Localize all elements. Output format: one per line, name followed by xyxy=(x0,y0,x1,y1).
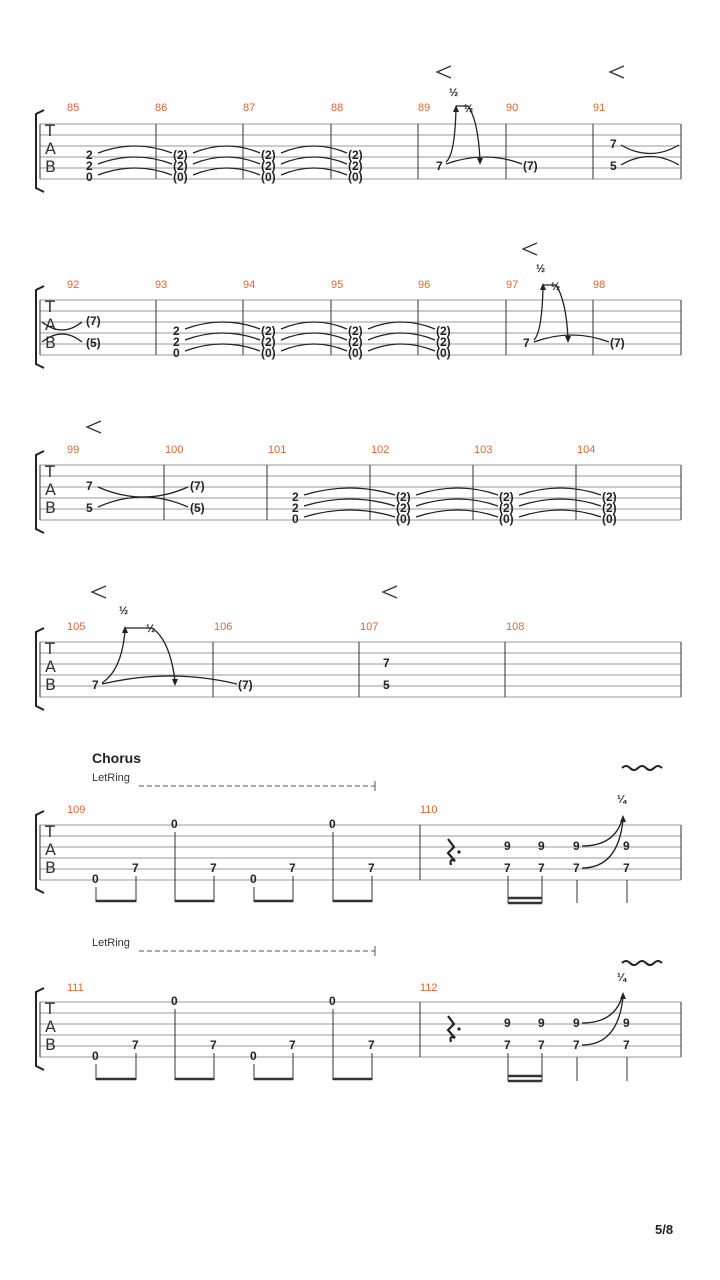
measure-number: 104 xyxy=(577,444,596,456)
fret-number: 7 xyxy=(383,656,390,670)
fret-number: (2) xyxy=(436,324,451,338)
fret-number: 0 xyxy=(329,994,336,1008)
fret-number: (2) xyxy=(173,159,188,173)
measure-number: 86 xyxy=(155,102,168,114)
tab-letter-a: A xyxy=(45,657,56,676)
fret-number: (2) xyxy=(436,335,451,349)
measure-number: 97 xyxy=(506,279,519,291)
fret-number: (2) xyxy=(261,335,276,349)
fret-number: (5) xyxy=(86,336,101,350)
tab-letter-b: B xyxy=(45,858,56,877)
bend-label: ½ xyxy=(449,87,459,99)
vibrato-icon xyxy=(622,961,662,965)
measure-number: 98 xyxy=(593,279,606,291)
tab-letter-b: B xyxy=(45,675,56,694)
measure-number: 94 xyxy=(243,279,256,291)
fret-number: 5 xyxy=(86,501,93,515)
fret-number: 7 xyxy=(573,861,580,875)
vibrato-icon xyxy=(622,766,662,770)
crescendo-icon xyxy=(87,421,101,433)
fret-number: 7 xyxy=(368,1038,375,1052)
fret-number: (0) xyxy=(348,170,363,184)
measure-number: 90 xyxy=(506,102,519,114)
staff-lines xyxy=(40,642,681,697)
fret-number: 7 xyxy=(504,861,511,875)
crescendo-icon xyxy=(523,243,537,255)
tab-letter-t: T xyxy=(45,297,55,316)
crescendo-icon xyxy=(92,586,106,598)
fret-number: (7) xyxy=(610,336,625,350)
fret-number: 9 xyxy=(538,1016,545,1030)
fret-number: 0 xyxy=(171,817,178,831)
tab-letter-b: B xyxy=(45,1035,56,1054)
fret-number: 9 xyxy=(538,839,545,853)
fret-number: 2 xyxy=(173,324,180,338)
tab-letter-t: T xyxy=(45,121,55,140)
fret-number: 2 xyxy=(86,159,93,173)
fret-number: 2 xyxy=(292,490,299,504)
staff-lines xyxy=(40,465,681,520)
fret-number: (0) xyxy=(348,346,363,360)
fret-number: 7 xyxy=(132,1038,139,1052)
measure-number: 88 xyxy=(331,102,344,114)
tab-letter-a: A xyxy=(45,1017,56,1036)
bend-label: ½ xyxy=(536,263,546,275)
fret-number: 0 xyxy=(171,994,178,1008)
fret-number: (0) xyxy=(499,512,514,526)
fret-number: (2) xyxy=(261,148,276,162)
measure-number: 95 xyxy=(331,279,344,291)
fret-number: 9 xyxy=(504,1016,511,1030)
system-2 xyxy=(36,243,681,368)
fret-number: 0 xyxy=(250,1049,257,1063)
fret-number: 7 xyxy=(573,1038,580,1052)
measure-number: 85 xyxy=(67,102,80,114)
fret-number: (0) xyxy=(436,346,451,360)
fret-number: (2) xyxy=(602,501,617,515)
fret-number: (0) xyxy=(396,512,411,526)
measure-number: 93 xyxy=(155,279,168,291)
measure-number: 91 xyxy=(593,102,606,114)
release-label: ½ xyxy=(551,281,561,293)
fret-number: (5) xyxy=(190,501,205,515)
fret-number: (0) xyxy=(173,170,188,184)
fret-number: (7) xyxy=(238,678,253,692)
measure-number: 87 xyxy=(243,102,256,114)
fret-number: 7 xyxy=(436,159,443,173)
fret-number: 7 xyxy=(210,861,217,875)
measure-number: 109 xyxy=(67,804,86,816)
fret-number: (2) xyxy=(348,324,363,338)
fret-number: 9 xyxy=(623,1016,630,1030)
fret-number: 0 xyxy=(86,170,93,184)
fret-number: 9 xyxy=(623,839,630,853)
measure-number: 105 xyxy=(67,621,86,633)
measure-number: 102 xyxy=(371,444,390,456)
release-label: ½ xyxy=(464,103,474,115)
quarter-rest-icon xyxy=(448,839,455,865)
fret-number: (2) xyxy=(261,159,276,173)
let-ring-label: LetRing xyxy=(92,937,130,949)
fret-number: 9 xyxy=(504,839,511,853)
fret-number: (2) xyxy=(499,501,514,515)
crescendo-icon xyxy=(437,66,451,78)
fret-number: (0) xyxy=(602,512,617,526)
fret-number: 2 xyxy=(173,335,180,349)
fret-number: (2) xyxy=(348,159,363,173)
fret-number: 7 xyxy=(368,861,375,875)
fret-number: 7 xyxy=(610,137,617,151)
release-label: ½ xyxy=(146,623,156,635)
page-number: 5/8 xyxy=(655,1222,674,1237)
bend-label: ½ xyxy=(119,605,129,617)
tab-letter-t: T xyxy=(45,822,55,841)
measure-number: 89 xyxy=(418,102,431,114)
fret-number: 7 xyxy=(538,1038,545,1052)
fret-number: 9 xyxy=(573,839,580,853)
system-4 xyxy=(36,586,681,710)
fret-number: 7 xyxy=(623,861,630,875)
measure-number: 106 xyxy=(214,621,233,633)
tab-letter-a: A xyxy=(45,139,56,158)
fret-number: 0 xyxy=(250,872,257,886)
fret-number: 7 xyxy=(623,1038,630,1052)
tab-letter-a: A xyxy=(45,840,56,859)
fret-number: 7 xyxy=(92,678,99,692)
fret-number: 7 xyxy=(289,1038,296,1052)
measure-number: 101 xyxy=(268,444,287,456)
fret-number: (2) xyxy=(499,490,514,504)
fret-number: 2 xyxy=(86,148,93,162)
measure-number: 112 xyxy=(420,982,438,994)
tab-letter-b: B xyxy=(45,157,56,176)
fret-number: 7 xyxy=(523,336,530,350)
tab-letter-t: T xyxy=(45,639,55,658)
tab-letter-t: T xyxy=(45,462,55,481)
fret-number: (2) xyxy=(348,148,363,162)
fret-number: 7 xyxy=(504,1038,511,1052)
fret-number: (2) xyxy=(261,324,276,338)
fret-number: 7 xyxy=(289,861,296,875)
fret-number: (2) xyxy=(602,490,617,504)
fret-number: 0 xyxy=(92,872,99,886)
fret-number: (0) xyxy=(261,346,276,360)
fret-number: (0) xyxy=(261,170,276,184)
system-5 xyxy=(36,750,681,903)
bend-arrow xyxy=(534,287,543,340)
tab-letter-a: A xyxy=(45,480,56,499)
fret-number: 5 xyxy=(383,678,390,692)
system-1 xyxy=(36,66,681,192)
measure-number: 107 xyxy=(360,621,379,633)
fret-number: (7) xyxy=(86,314,101,328)
fret-number: 0 xyxy=(292,512,299,526)
fret-number: 0 xyxy=(329,817,336,831)
fret-number: (2) xyxy=(396,501,411,515)
fret-number: 7 xyxy=(538,861,545,875)
tab-letter-t: T xyxy=(45,999,55,1018)
bend-arrow xyxy=(582,820,622,846)
fret-number: 5 xyxy=(610,159,617,173)
let-ring-label: LetRing xyxy=(92,772,130,784)
fret-number: 7 xyxy=(210,1038,217,1052)
system-3 xyxy=(36,421,681,533)
fret-number: (2) xyxy=(173,148,188,162)
measure-number: 99 xyxy=(67,444,80,456)
measure-number: 111 xyxy=(67,982,84,994)
crescendo-icon xyxy=(610,66,624,78)
system-6 xyxy=(36,937,681,1081)
fret-number: 9 xyxy=(573,1016,580,1030)
fret-number: (7) xyxy=(523,159,538,173)
bend-label: ¼ xyxy=(617,972,627,984)
bend-label: ¼ xyxy=(617,794,627,806)
measure-number: 110 xyxy=(420,804,438,816)
measure-number: 92 xyxy=(67,279,80,291)
measure-number: 108 xyxy=(506,621,525,633)
measure-number: 100 xyxy=(165,444,184,456)
fret-number: 0 xyxy=(173,346,180,360)
measure-number: 103 xyxy=(474,444,493,456)
tab-letter-b: B xyxy=(45,333,56,352)
fret-number: 2 xyxy=(292,501,299,515)
tab-letter-b: B xyxy=(45,498,56,517)
fret-number: 7 xyxy=(132,861,139,875)
tab-letter-a: A xyxy=(45,315,56,334)
quarter-rest-icon xyxy=(448,1016,455,1042)
measure-number: 96 xyxy=(418,279,431,291)
fret-number: (7) xyxy=(190,479,205,493)
fret-number: 0 xyxy=(92,1049,99,1063)
fret-number: (2) xyxy=(396,490,411,504)
bend-arrow xyxy=(582,997,622,1023)
fret-number: (2) xyxy=(348,335,363,349)
section-label-chorus: Chorus xyxy=(92,750,141,766)
crescendo-icon xyxy=(383,586,397,598)
fret-number: 7 xyxy=(86,479,93,493)
